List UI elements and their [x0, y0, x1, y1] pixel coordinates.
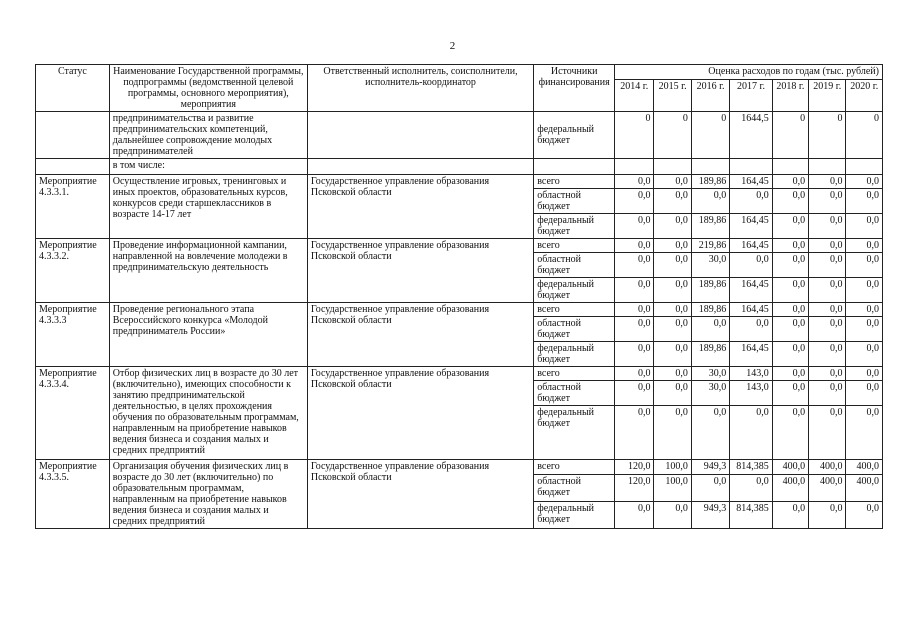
value-cell: 100,0 — [654, 460, 691, 475]
table-row — [36, 367, 883, 381]
value-cell: 0,0 — [654, 317, 691, 342]
value-cell: 0,0 — [615, 278, 654, 303]
value-cell: 0 — [654, 112, 691, 159]
header-year: 2019 г. — [809, 79, 846, 111]
value-cell: 100,0 — [654, 475, 691, 502]
source-cell: федеральный бюджет — [534, 502, 615, 529]
value-cell: 400,0 — [809, 475, 846, 502]
value-cell: 0,0 — [772, 214, 808, 239]
value-cell: 400,0 — [772, 475, 808, 502]
name-cell: Организация обучения физических лиц в возрасте до 30 лет (включительно) по образовательным программам, направленным на приобретение навыков ведения бизнеса и создания малых и средних предприятий — [109, 460, 307, 529]
source-cell: всего — [534, 460, 615, 475]
value-cell — [846, 159, 883, 175]
value-cell: 814,385 — [730, 502, 772, 529]
value-cell: 0,0 — [654, 189, 691, 214]
value-cell: 0 — [615, 112, 654, 159]
value-cell: 400,0 — [846, 475, 883, 502]
value-cell: 0,0 — [772, 381, 808, 406]
value-cell: 0,0 — [809, 278, 846, 303]
table-row — [36, 112, 883, 159]
source-cell: всего — [534, 239, 615, 253]
value-cell: 189,86 — [691, 342, 729, 367]
value-cell: 30,0 — [691, 253, 729, 278]
executor-cell: Государственное управление образования Псковской области — [307, 460, 533, 529]
header-status: Статус — [36, 65, 110, 112]
header-executor: Ответственный исполнитель, соисполнители, исполнитель-координатор — [307, 65, 533, 112]
source-cell: всего — [534, 367, 615, 381]
value-cell: 0,0 — [772, 278, 808, 303]
value-cell: 120,0 — [615, 475, 654, 502]
status-cell — [36, 159, 110, 175]
value-cell: 0 — [691, 112, 729, 159]
value-cell: 0,0 — [846, 278, 883, 303]
table-row — [36, 460, 883, 475]
value-cell: 0,0 — [615, 239, 654, 253]
value-cell: 0,0 — [846, 381, 883, 406]
value-cell: 0 — [809, 112, 846, 159]
table-row — [36, 159, 883, 175]
value-cell: 0,0 — [846, 189, 883, 214]
value-cell: 400,0 — [846, 460, 883, 475]
value-cell: 0,0 — [846, 239, 883, 253]
value-cell: 0,0 — [654, 239, 691, 253]
executor-cell: Государственное управление образования Псковской области — [307, 303, 533, 367]
status-cell: Мероприятие 4.3.3.3 — [36, 303, 110, 367]
value-cell: 164,45 — [730, 239, 772, 253]
value-cell: 0,0 — [691, 475, 729, 502]
value-cell: 0,0 — [654, 253, 691, 278]
executor-cell — [307, 159, 533, 175]
status-cell: Мероприятие 4.3.3.5. — [36, 460, 110, 529]
value-cell: 0,0 — [846, 253, 883, 278]
value-cell: 400,0 — [772, 460, 808, 475]
value-cell — [809, 159, 846, 175]
executor-cell: Государственное управление образования Псковской области — [307, 239, 533, 303]
value-cell: 0,0 — [772, 406, 808, 460]
source-cell: областной бюджет — [534, 475, 615, 502]
value-cell: 0,0 — [772, 303, 808, 317]
source-cell: федеральный бюджет — [534, 112, 615, 159]
source-cell: федеральный бюджет — [534, 278, 615, 303]
header-estimate: Оценка расходов по годам (тыс. рублей) — [615, 65, 883, 80]
value-cell: 0,0 — [846, 303, 883, 317]
source-cell: областной бюджет — [534, 381, 615, 406]
value-cell: 0,0 — [772, 342, 808, 367]
value-cell: 0,0 — [615, 303, 654, 317]
value-cell: 0,0 — [615, 406, 654, 460]
value-cell: 0,0 — [846, 342, 883, 367]
source-cell: федеральный бюджет — [534, 342, 615, 367]
name-cell: Отбор физических лиц в возрасте до 30 лет (включительно), имеющих способности к занятию предпринимательской деятельностью, в целях прохождения обучения по образовательным программам, направленным на приобретение навыков ведения бизнеса и создания малых и средних предприятий — [109, 367, 307, 460]
executor-cell: Государственное управление образования Псковской области — [307, 367, 533, 460]
header-year: 2015 г. — [654, 79, 691, 111]
value-cell: 143,0 — [730, 381, 772, 406]
table-row — [36, 239, 883, 253]
value-cell: 400,0 — [809, 460, 846, 475]
name-cell: Осуществление игровых, тренинговых и иных проектов, образовательных курсов, конкурсов среди старшеклассников в возрасте 14-17 лет — [109, 175, 307, 239]
value-cell: 189,86 — [691, 303, 729, 317]
value-cell: 164,45 — [730, 342, 772, 367]
value-cell: 0,0 — [654, 381, 691, 406]
value-cell: 0,0 — [615, 317, 654, 342]
value-cell: 0,0 — [691, 189, 729, 214]
value-cell — [654, 159, 691, 175]
header-year: 2020 г. — [846, 79, 883, 111]
value-cell: 0,0 — [615, 175, 654, 189]
value-cell: 0,0 — [654, 175, 691, 189]
value-cell: 0,0 — [846, 317, 883, 342]
value-cell: 814,385 — [730, 460, 772, 475]
table-row — [36, 303, 883, 317]
executor-cell: Государственное управление образования Псковской области — [307, 175, 533, 239]
value-cell: 0,0 — [615, 381, 654, 406]
value-cell: 189,86 — [691, 278, 729, 303]
including-label: в том числе: — [109, 159, 307, 175]
header-name: Наименование Государственной программы, подпрограммы (ведомственной целевой программы, основного мероприятия), мероприятия — [109, 65, 307, 112]
value-cell: 1644,5 — [730, 112, 772, 159]
value-cell: 0,0 — [846, 502, 883, 529]
value-cell: 189,86 — [691, 175, 729, 189]
value-cell: 189,86 — [691, 214, 729, 239]
source-cell: областной бюджет — [534, 253, 615, 278]
value-cell: 120,0 — [615, 460, 654, 475]
value-cell — [691, 159, 729, 175]
value-cell: 0,0 — [615, 189, 654, 214]
value-cell: 0,0 — [654, 367, 691, 381]
header-year: 2016 г. — [691, 79, 729, 111]
budget-table — [35, 64, 883, 529]
value-cell: 949,3 — [691, 460, 729, 475]
source-cell: федеральный бюджет — [534, 214, 615, 239]
value-cell: 0,0 — [654, 502, 691, 529]
value-cell: 0,0 — [615, 367, 654, 381]
value-cell: 0 — [846, 112, 883, 159]
source-cell: всего — [534, 175, 615, 189]
source-cell: федеральный бюджет — [534, 406, 615, 460]
name-cell: Проведение информационной кампании, направленной на вовлечение молодежи в предпринимательскую деятельность — [109, 239, 307, 303]
source-cell: всего — [534, 303, 615, 317]
value-cell: 0,0 — [809, 317, 846, 342]
value-cell: 0,0 — [730, 475, 772, 502]
status-cell: Мероприятие 4.3.3.4. — [36, 367, 110, 460]
value-cell: 143,0 — [730, 367, 772, 381]
value-cell: 0,0 — [654, 406, 691, 460]
page-number: 2 — [449, 40, 456, 52]
status-cell — [36, 112, 110, 159]
value-cell: 0,0 — [654, 278, 691, 303]
value-cell: 0,0 — [730, 253, 772, 278]
value-cell: 0,0 — [809, 502, 846, 529]
value-cell: 0,0 — [809, 367, 846, 381]
value-cell: 0,0 — [772, 317, 808, 342]
value-cell: 0,0 — [691, 406, 729, 460]
value-cell: 164,45 — [730, 303, 772, 317]
value-cell: 0,0 — [809, 189, 846, 214]
value-cell: 0,0 — [809, 253, 846, 278]
table-row — [36, 175, 883, 189]
value-cell: 0,0 — [809, 303, 846, 317]
name-cell: предпринимательства и развитие предпринимательских компетенций, дальнейшее сопровождение молодых предпринимателей — [109, 112, 307, 159]
value-cell: 0,0 — [809, 214, 846, 239]
executor-cell — [307, 112, 533, 159]
value-cell: 0,0 — [654, 342, 691, 367]
value-cell: 0,0 — [846, 214, 883, 239]
value-cell: 0,0 — [730, 317, 772, 342]
status-cell: Мероприятие 4.3.3.2. — [36, 239, 110, 303]
value-cell: 0,0 — [772, 175, 808, 189]
header-year: 2017 г. — [730, 79, 772, 111]
value-cell: 219,86 — [691, 239, 729, 253]
value-cell: 0,0 — [615, 502, 654, 529]
value-cell: 0,0 — [615, 253, 654, 278]
value-cell: 0,0 — [809, 406, 846, 460]
value-cell: 0 — [772, 112, 808, 159]
value-cell: 0,0 — [809, 381, 846, 406]
value-cell: 164,45 — [730, 214, 772, 239]
value-cell — [730, 159, 772, 175]
value-cell: 0,0 — [772, 502, 808, 529]
header-year: 2018 г. — [772, 79, 808, 111]
source-cell — [534, 159, 615, 175]
name-cell: Проведение регионального этапа Всероссийского конкурса «Молодой предприниматель России» — [109, 303, 307, 367]
value-cell: 0,0 — [846, 175, 883, 189]
value-cell: 0,0 — [846, 367, 883, 381]
value-cell: 0,0 — [846, 406, 883, 460]
value-cell: 0,0 — [654, 214, 691, 239]
value-cell: 0,0 — [772, 367, 808, 381]
value-cell: 0,0 — [772, 253, 808, 278]
value-cell: 0,0 — [809, 175, 846, 189]
source-cell: областной бюджет — [534, 189, 615, 214]
value-cell: 30,0 — [691, 381, 729, 406]
value-cell: 0,0 — [730, 406, 772, 460]
status-cell: Мероприятие 4.3.3.1. — [36, 175, 110, 239]
header-sources: Источники финансирования — [534, 65, 615, 112]
value-cell: 0,0 — [809, 239, 846, 253]
header-year: 2014 г. — [615, 79, 654, 111]
value-cell: 0,0 — [615, 214, 654, 239]
value-cell: 949,3 — [691, 502, 729, 529]
activities-body — [36, 175, 883, 529]
value-cell: 164,45 — [730, 175, 772, 189]
value-cell: 0,0 — [772, 239, 808, 253]
value-cell — [772, 159, 808, 175]
value-cell: 0,0 — [730, 189, 772, 214]
value-cell: 164,45 — [730, 278, 772, 303]
value-cell: 0,0 — [615, 342, 654, 367]
value-cell: 0,0 — [772, 189, 808, 214]
value-cell: 30,0 — [691, 367, 729, 381]
value-cell: 0,0 — [654, 303, 691, 317]
value-cell — [615, 159, 654, 175]
value-cell: 0,0 — [809, 342, 846, 367]
source-cell: областной бюджет — [534, 317, 615, 342]
value-cell: 0,0 — [691, 317, 729, 342]
